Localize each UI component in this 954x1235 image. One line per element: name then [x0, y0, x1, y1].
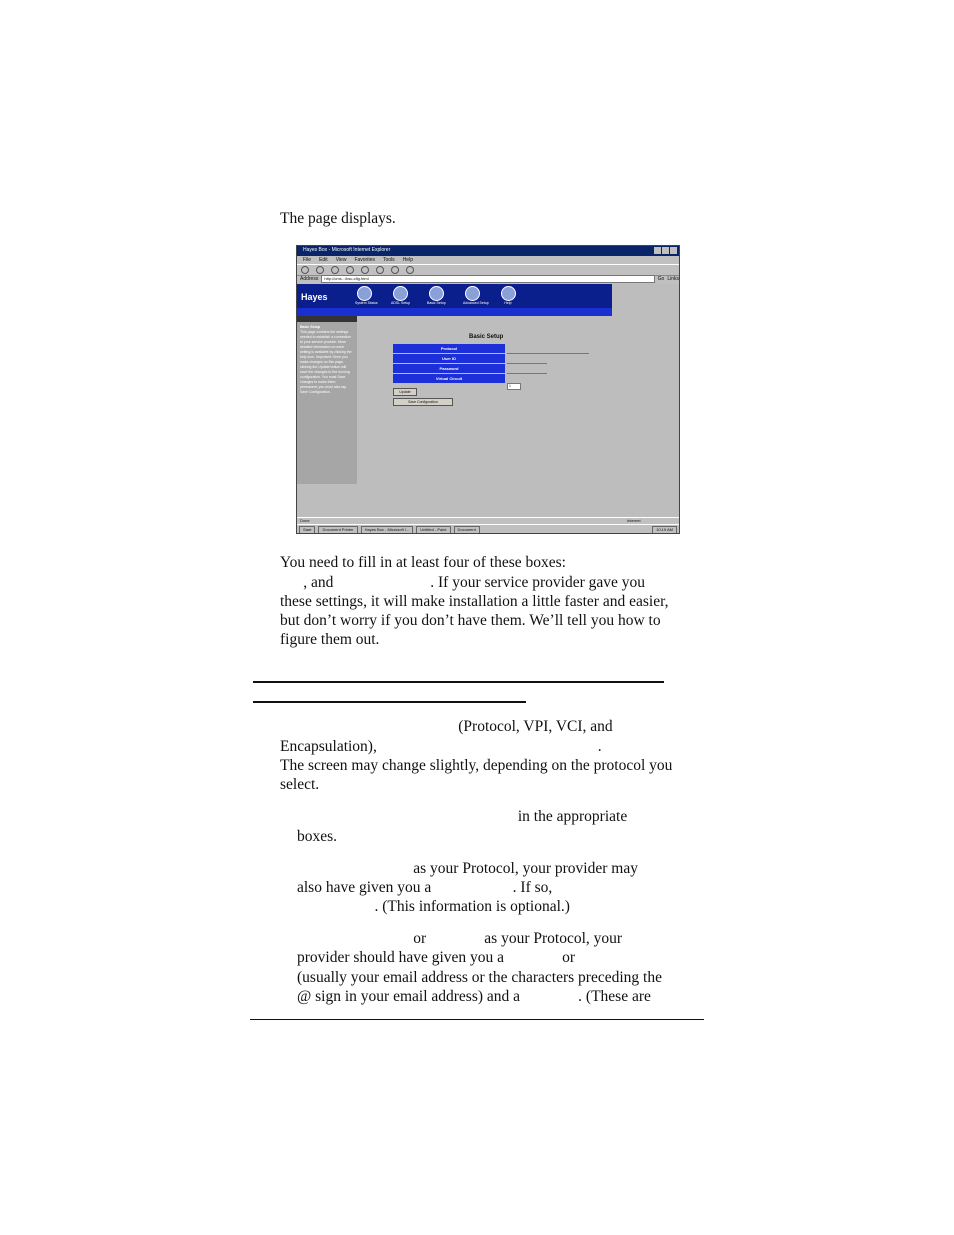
- hayes-logo: Hayes: [301, 290, 353, 304]
- userid-row: User ID: [393, 354, 593, 363]
- stop-icon: [331, 266, 339, 274]
- forward-icon: [316, 266, 324, 274]
- advanced-setup-icon: [465, 286, 480, 301]
- address-bar: [297, 274, 679, 283]
- text-line: as your Protocol, your provider may: [297, 860, 638, 877]
- taskbar-item: Document Printer: [318, 526, 357, 534]
- save-configuration-button: Save Configuration: [393, 398, 453, 406]
- intro-line: The page displays.: [280, 210, 396, 227]
- text-line: select.: [280, 776, 320, 793]
- heading-rule-1: [253, 681, 664, 683]
- text-line: You need to fill in at least four of these boxes:: [280, 554, 566, 571]
- text-line: but don’t worry if you don’t have them. We’ll tell you how to: [280, 612, 661, 629]
- favorites-icon: [391, 266, 399, 274]
- text-line: in the appropriate: [297, 808, 628, 825]
- nav-basic-setup: Basic Setup: [427, 286, 445, 305]
- heading-rule-2: [253, 701, 526, 703]
- adsl-icon: [393, 286, 408, 301]
- taskbar-item: Hayes Box - Microsoft I...: [361, 526, 414, 534]
- window-title: Hayes Box - Microsoft Internet Explorer: [303, 247, 391, 253]
- menu-bar: [297, 256, 679, 264]
- text-line: these settings, it will make installation a little faster and easier,: [280, 593, 669, 610]
- text-line: @ sign in your email address) and a . (These are: [297, 988, 651, 1005]
- text-line: Encapsulation), .: [280, 738, 602, 755]
- text-line: , and . If your service provider gave you: [280, 574, 646, 591]
- sidebar-heading: Basic Setup: [300, 325, 321, 329]
- menu-item: Edit: [319, 257, 328, 263]
- form-title: Basic Setup: [469, 334, 504, 340]
- menu-item: Tools: [383, 257, 395, 263]
- basic-setup-icon: [429, 286, 444, 301]
- links-label: Links: [667, 275, 679, 282]
- nav-adsl-setup: ADSL Setup: [391, 286, 409, 305]
- text-line: boxes.: [297, 828, 338, 845]
- nav-help: Help: [499, 286, 517, 305]
- text-line: The screen may change slightly, depending on the protocol you: [280, 757, 673, 774]
- nav-system-status: System Status: [355, 286, 373, 305]
- zone-text: Internet: [627, 518, 641, 523]
- taskbar: [297, 524, 679, 534]
- address-input: http://cms.../bsc-cfig.html: [321, 275, 654, 283]
- status-icon: [357, 286, 372, 301]
- nav-icons: [355, 286, 517, 305]
- help-icon: [501, 286, 516, 301]
- menu-item: View: [335, 257, 347, 263]
- sidebar-text: This page contains the settings needed to establish a connection to your service provider. More detailed information on each setting is available by clicking the help icon. Important: Once you make changes on this page, clicking the Update button will save the changes to the running configuration. You must Save changes to make them permanent; you must also tap Save Configuration.: [300, 330, 352, 394]
- menu-item: Help: [402, 257, 413, 263]
- virtual-circuit-row: Virtual Circuit 1: [393, 374, 593, 383]
- browser-screenshot: [296, 245, 680, 534]
- menu-item: File: [303, 257, 312, 263]
- virtual-circuit-select: 1: [507, 383, 521, 390]
- banner-strip: [297, 308, 612, 316]
- text-line: figure them out.: [280, 631, 380, 648]
- footer-rule: [250, 1019, 704, 1020]
- text-line: or as your Protocol, your: [297, 930, 623, 947]
- hayes-banner: [297, 284, 612, 316]
- minimize-icon: [654, 247, 661, 254]
- start-button: Start: [299, 526, 315, 534]
- status-text: Done: [300, 518, 310, 523]
- help-sidebar: [297, 316, 357, 484]
- menu-item: Favorites: [354, 257, 375, 263]
- update-button: Update: [393, 388, 417, 396]
- go-button: Go: [657, 275, 665, 282]
- basic-setup-form: [393, 344, 593, 388]
- web-page: [297, 284, 680, 517]
- back-icon: [301, 266, 309, 274]
- home-icon: [361, 266, 369, 274]
- address-label: Address: [300, 275, 319, 282]
- close-icon: [670, 247, 677, 254]
- taskbar-item: Document: [454, 526, 480, 534]
- maximize-icon: [662, 247, 669, 254]
- password-row: Password: [393, 364, 593, 373]
- text-line: provider should have given you a or: [297, 949, 576, 966]
- clock: 10:19 AM: [652, 526, 677, 534]
- protocol-row: Protocol: [393, 344, 593, 353]
- history-icon: [406, 266, 414, 274]
- refresh-icon: [346, 266, 354, 274]
- taskbar-item: Untitled - Paint: [416, 526, 450, 534]
- search-icon: [376, 266, 384, 274]
- text-line: also have given you a . If so,: [297, 879, 553, 896]
- window-titlebar: [297, 246, 679, 256]
- text-line: (usually your email address or the characters preceding the: [297, 969, 662, 986]
- window-controls: [654, 247, 677, 254]
- text-line: . (This information is optional.): [297, 898, 570, 915]
- text-line: (Protocol, VPI, VCI, and: [280, 718, 613, 735]
- nav-advanced-setup: Advanced Setup: [463, 286, 481, 305]
